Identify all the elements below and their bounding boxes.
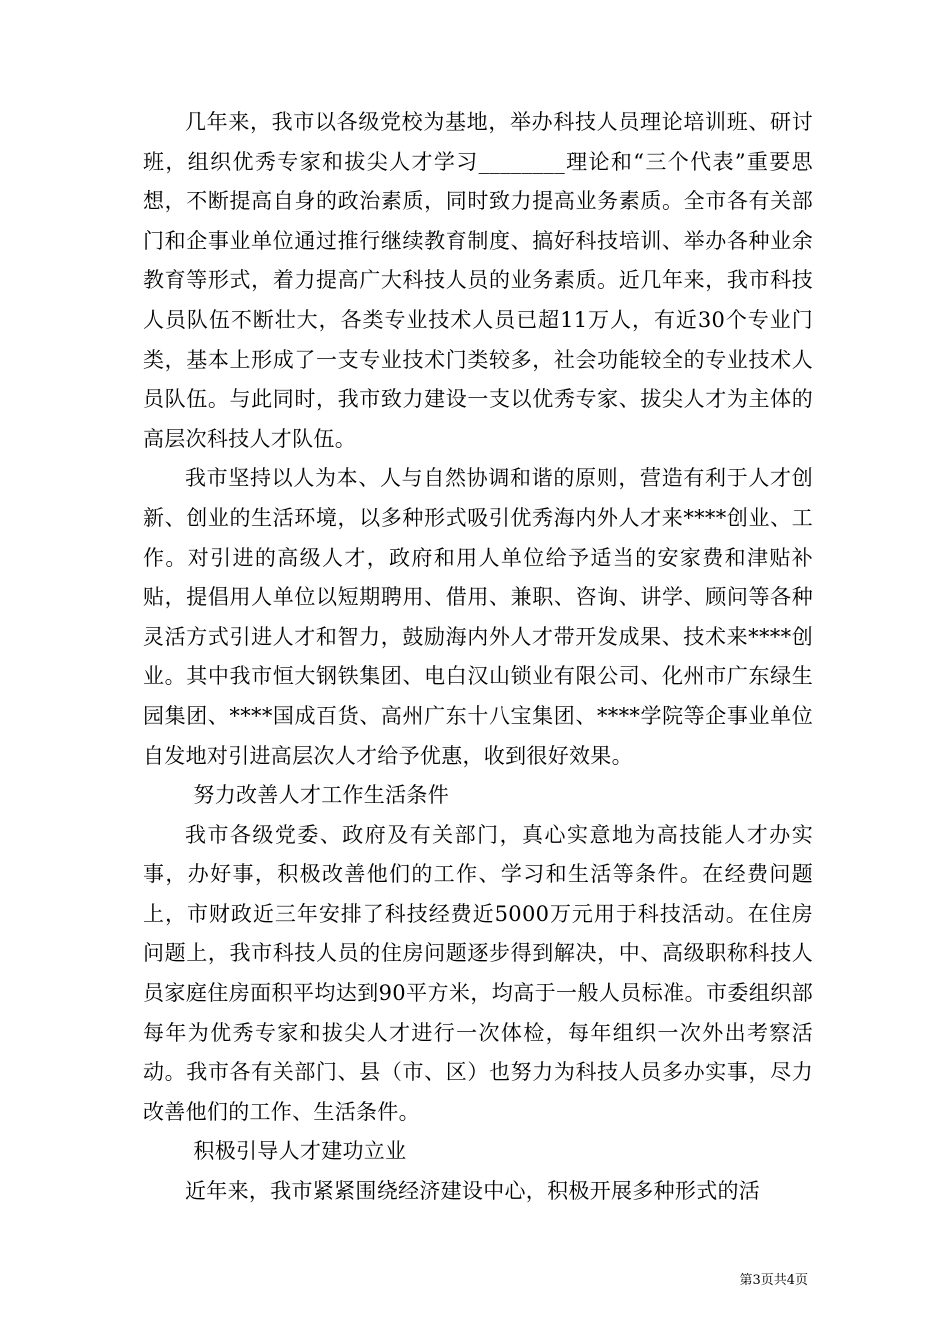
document-body	[143, 103, 813, 1212]
page-number-footer: 第3页共4页	[739, 1273, 808, 1288]
paragraph-achievement: 近年来，我市紧紧围绕经济建设中心，积极开展多种形式的活	[185, 1179, 761, 1204]
paragraph-training: 几年来，我市以各级党校为基地，举办科技人员理论培训班、研讨班，组织优秀专家和拔尖人才学习________理论和“三个代表”重要思想，不断提高自身的政治素质，同时致力提高业务素质。全市各有关部门和企事业单位通过推行继续教育制度、搞好科技培训、举办各种业余教育等形式，着力提高广大科技人员的业务素质。近几年来，我市科技人员队伍不断壮大，各类专业技术人员已超11万人，有近30个专业门类，基本上形成了一支专业技术门类较多，社会功能较全的专业技术人员队伍。与此同时，我市致力建设一支以优秀专家、拔尖人才为主体的高层次科技人才队伍。	[143, 110, 813, 451]
section-heading-achievement: 积极引导人才建功立业	[193, 1139, 407, 1164]
paragraph-living-conditions: 我市各级党委、政府及有关部门，真心实意地为高技能人才办实事，办好事，积极改善他们的工作、学习和生活等条件。在经费问题上，市财政近三年安排了科技经费近5000万元用于科技活动。在住房问题上，我市科技人员的住房问题逐步得到解决，中、高级职称科技人员家庭住房面积平均达到90平方米，均高于一般人员标准。市委组织部每年为优秀专家和拔尖人才进行一次体检，每年组织一次外出考察活动。我市各有关部门、县（市、区）也努力为科技人员多办实事，尽力改善他们的工作、生活条件。	[143, 822, 813, 1124]
paragraph-talent-attraction: 我市坚持以人为本、人与自然协调和谐的原则，营造有利于人才创新、创业的生活环境，以多种形式吸引优秀海内外人才来****创业、工作。对引进的高级人才，政府和用人单位给予适当的安家费和津贴补贴，提倡用人单位以短期聘用、借用、兼职、咨询、讲学、顾问等各种灵活方式引进人才和智力，鼓励海内外人才带开发成果、技术来****创业。其中我市恒大钢铁集团、电白汉山锁业有限公司、化州市广东绿生园集团、****国成百货、高州广东十八宝集团、****学院等企事业单位自发地对引进高层次人才给予优惠，收到很好效果。	[143, 466, 813, 768]
section-heading-living-conditions: 努力改善人才工作生活条件	[193, 783, 449, 808]
